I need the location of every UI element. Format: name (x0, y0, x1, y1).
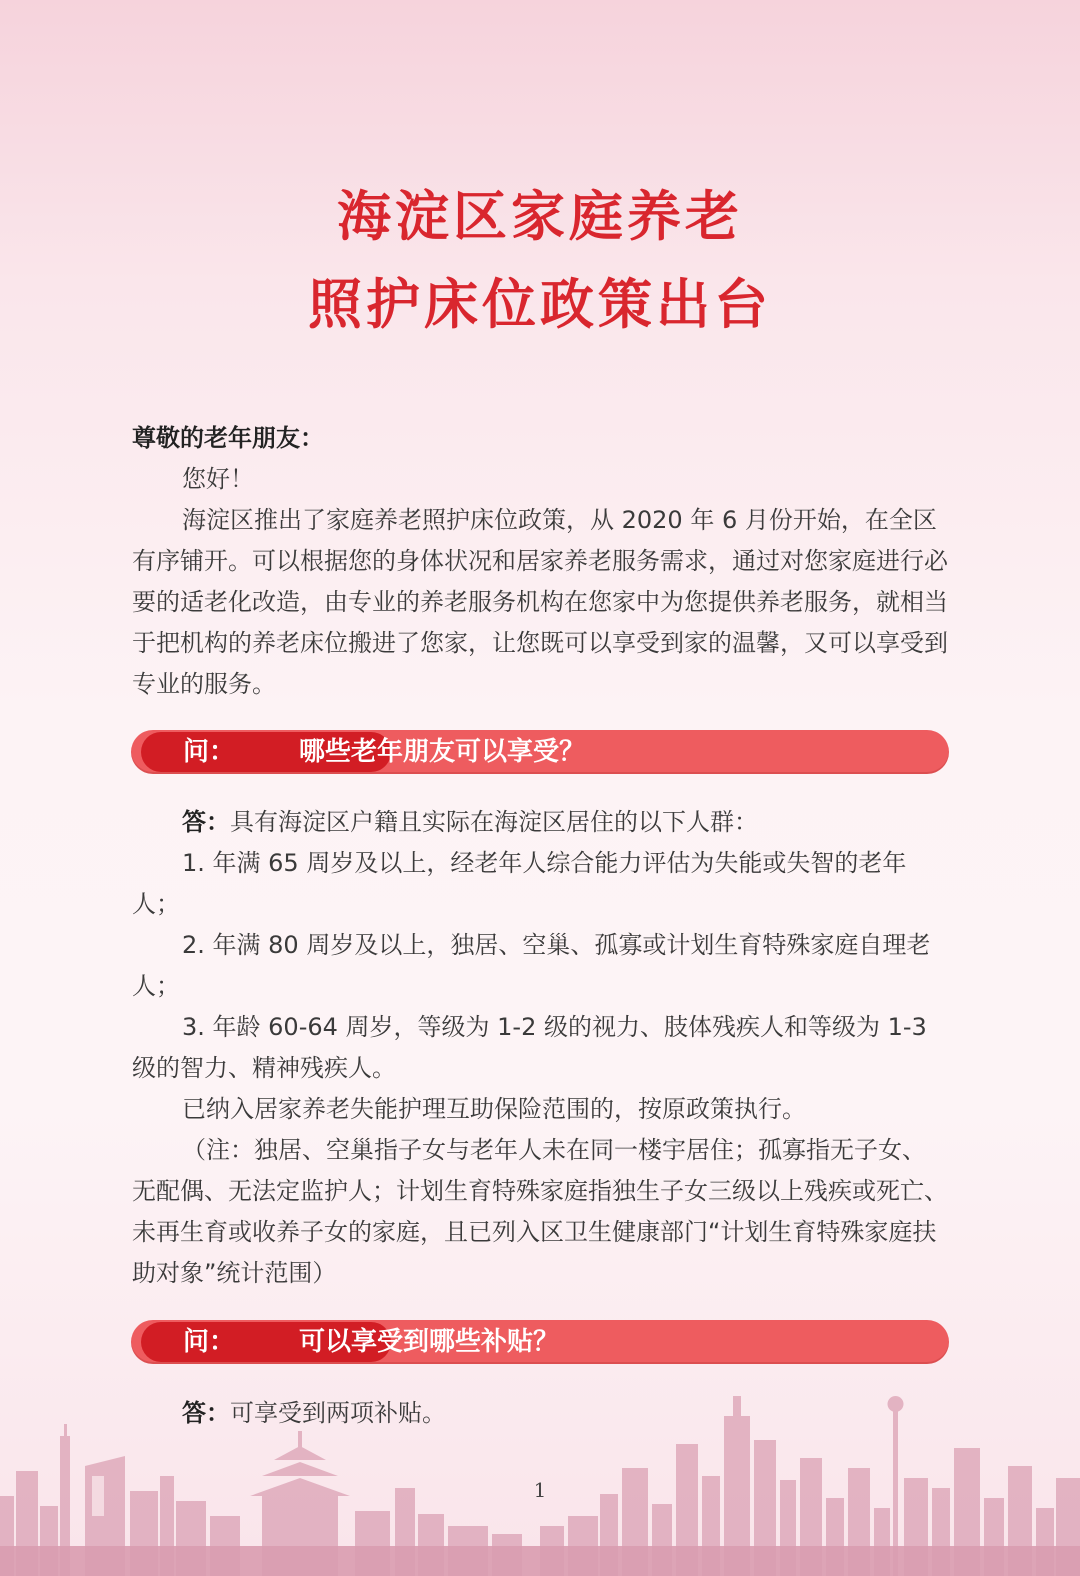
answer-intro-text: 具有海淀区户籍且实际在海淀区居住的以下人群： (230, 808, 758, 836)
question-text: 可以享受到哪些补贴？ (299, 1327, 560, 1357)
answer-1-intro (132, 802, 948, 843)
page-number: 1 (533, 1478, 547, 1502)
greeting: 尊敬的老年朋友： (132, 424, 324, 452)
answer-2-text: 可享受到两项补贴。 (230, 1399, 446, 1427)
answer-item-3: 3. 年龄 60-64 周岁，等级为 1-2 级的视力、肢体残疾人和等级为 1-3 级的智力、精神残疾人。 (132, 1013, 927, 1082)
intro-paragraph: 海淀区推出了家庭养老照护床位政策，从 2020 年 6 月份开始，在全区有序铺开。可以根据您的身体状况和居家养老服务需求，通过对您家庭进行必要的适老化改造，由专业的养老服务机构在您家中为您提供养老服务，就相当于把机构的养老床位搬进了您家，让您既可以享受到家的温馨，又可以享受到专业的服务。 (132, 506, 948, 698)
question-label: 问： (183, 1327, 236, 1357)
question-label: 问： (183, 737, 236, 767)
city-skyline-illustration (0, 1376, 1080, 1576)
answer-label: 答： (182, 808, 230, 836)
question-text: 哪些老年朋友可以享受？ (299, 737, 586, 767)
answer-item-1: 1. 年满 65 周岁及以上，经老年人综合能力评估为失能或失智的老年人； (132, 849, 907, 918)
question-bar-1 (131, 730, 949, 774)
answer-label: 答： (182, 1399, 230, 1427)
answer-item-2: 2. 年满 80 周岁及以上，独居、空巢、孤寡或计划生育特殊家庭自理老人； (132, 931, 931, 1000)
page-title-line-2: 照护床位政策出台 (308, 273, 772, 336)
answer-note: （注：独居、空巢指子女与老年人未在同一楼宇居住；孤寡指无子女、无配偶、无法定监护人；计划生育特殊家庭指独生子女三级以上残疾或死亡、未再生育或收养子女的家庭，且已列入区卫生健康部门“计划生育特殊家庭扶助对象”统计范围） (132, 1136, 948, 1287)
answer-extra: 已纳入居家养老失能护理互助保险范围的，按原政策执行。 (182, 1095, 806, 1123)
hello-line: 您好！ (182, 465, 254, 493)
question-bar-2 (131, 1320, 949, 1364)
page-title-line-1: 海淀区家庭养老 (337, 185, 743, 248)
